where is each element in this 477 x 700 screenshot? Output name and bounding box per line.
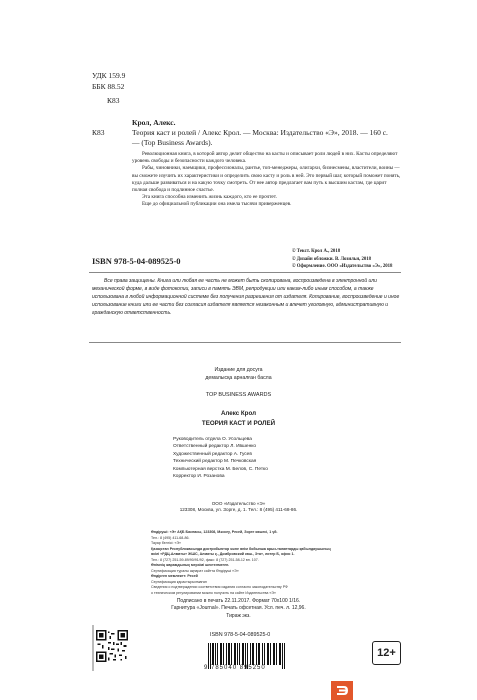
annotation-paragraph: Революционная книга, в которой автор делит общество на касты и описывает роли людей в них. Касты определяют уровень свободы и безопасности каждого человека. bbox=[132, 151, 398, 165]
isbn-main: ISBN 978-5-04-089525-0 bbox=[92, 256, 181, 266]
author-sign-left: К83 bbox=[92, 128, 105, 137]
edition-type bbox=[0, 367, 477, 382]
staff-line: Корректор И. Розанова bbox=[173, 474, 225, 480]
legal-line: Сведения о подтверждении соответствия издания согласно законодательству РФ bbox=[151, 585, 288, 589]
barcode-digits: 9 785040 895250 bbox=[204, 665, 266, 671]
legal-line: Өндірген мемлекет: Ресей bbox=[151, 574, 198, 578]
divider bbox=[89, 342, 401, 343]
copyright-line: © Текст. Крол А., 2018 bbox=[292, 249, 341, 254]
legal-line: Сертификация туралы ақпарат сайтта Өндіруші «Э» bbox=[151, 568, 239, 573]
annotation-paragraph: Эта книга способна изменить жизнь каждого, кто ее прочтет. bbox=[142, 194, 277, 201]
age-rating-badge: 12+ bbox=[372, 641, 401, 665]
staff-line: Ответственный редактор Л. Ившенко bbox=[173, 444, 257, 450]
legal-fine-print bbox=[151, 530, 391, 596]
udk-code: УДК 159.9 bbox=[92, 71, 126, 80]
legal-line: Өнімнің жарамдылық мерзімі шектелмеген. bbox=[151, 563, 230, 567]
author-sign-top: К83 bbox=[107, 96, 120, 105]
bibliographic-entry: Теория каст и ролей / Алекс Крол. — Москва: Издательство «Э», 2018. — 160 с. — (Top Business Awards). bbox=[132, 128, 388, 147]
legal-line: о техническом регулировании можно получить на сайте Издательства «Э» bbox=[151, 590, 276, 595]
book-author: Алекс Крол bbox=[220, 410, 257, 417]
print-info-line: Подписано в печать 22.11.2017. Формат 70x100 1/16. bbox=[176, 598, 301, 604]
legal-line: Өндіруші: «Э» АҚБ Баспасы, 123308, Мәскеу, Ресей, Зорге көшесі, 1 үй. bbox=[151, 530, 278, 534]
publisher-name: ООО «Издательство «Э» bbox=[211, 501, 266, 506]
staff-line: Компьютерная верстка М. Белов, С. Петко bbox=[173, 466, 268, 472]
legal-line: өкілі «РДЦ-Алматы» ЖШС, Алматы қ., Домбровский көш., 3«а», литер Б, офис 1. bbox=[151, 552, 295, 556]
print-info-line: Тираж экз. bbox=[226, 612, 251, 619]
staff-line: Художественный редактор А. Гусев bbox=[173, 451, 252, 457]
legal-line: Тауар белгісі: «Э» bbox=[151, 541, 182, 545]
edition-line: Издание для досуга bbox=[214, 367, 263, 373]
staff-line: Руководитель отдела О. Усольцева bbox=[173, 437, 252, 442]
isbn-barcode-label: ISBN 978-5-04-089525-0 bbox=[210, 632, 271, 638]
publisher-logo-icon bbox=[331, 681, 353, 700]
book-title: ТЕОРИЯ КАСТ И РОЛЕЙ bbox=[201, 420, 276, 427]
rights-notice bbox=[92, 277, 400, 317]
staff-line: Технический редактор М. Печковская bbox=[173, 459, 257, 465]
copyright-line: © Оформление. ООО «Издательство «Э», 2018 bbox=[292, 264, 393, 269]
rights-paragraph: Все права защищены. Книга или любая ее часть не может быть скопирована, воспроизведена в электронной или механической форме, в виде фотокопии, записи в память ЭВМ, репродукции или каким-либо иным способом, а также использована в любой информационной системе без получения разрешения от издателя. Копирование, воспроизведение и иное использование книги или ее части без согласия издателя является незаконным и влечет уголовную, административную и гражданскую ответственность. bbox=[92, 278, 400, 316]
legal-line: Сертификация қарастырылмаған bbox=[151, 579, 207, 584]
legal-line: Тел.: 8 (727) 251-59-89/90/91/92, факс: 8 (727) 251-58-12 вн. 107. bbox=[151, 557, 259, 562]
author-heading: Крол, Алекс. bbox=[132, 118, 176, 127]
divider bbox=[89, 272, 401, 273]
legal-line: Қазақстан Республикасында дистрибьютор және өнім бойынша арыз-талаптарды қабылдаушының bbox=[151, 546, 331, 551]
legal-line: Тел.: 8 (495) 411-68-86. bbox=[151, 535, 190, 540]
print-info bbox=[0, 598, 477, 620]
copyright-block bbox=[292, 248, 392, 271]
annotation-paragraph: Еще до официальной публикации она имела тысячи приверженцев. bbox=[142, 201, 292, 208]
udk-bbk-block bbox=[92, 70, 125, 92]
annotation bbox=[132, 151, 402, 209]
edition-line: демалысқа арналған басла bbox=[205, 374, 272, 381]
copyright-line: © Дизайн обложки. В. Лозильн, 2018 bbox=[292, 256, 372, 262]
staff-list bbox=[173, 436, 268, 480]
publisher-address: 123308, Москва, ул. Зорге, д. 1. Тел.: 8 (495) 411-68-86. bbox=[179, 507, 298, 513]
publisher-info bbox=[0, 501, 477, 514]
print-info-line: Гарнитура «Journal». Печать офсетная. Усл. печ. л. 12,96. bbox=[171, 605, 306, 612]
series-name: TOP BUSINESS AWARDS bbox=[205, 392, 272, 398]
qr-code-icon bbox=[96, 630, 128, 662]
bbk-code: ББК 88.52 bbox=[92, 82, 125, 91]
annotation-paragraph: Рабы, чиновники, наемщики, профессионалы, рантье, топ-менеджеры, олигархи, бизнесмены, властители, воины — вы сможете изучить их характеристики и определить свою касту и роль в ней. Это первый шаг, который поможет понять, куда дальше развиваться и на какую точку смотреть. От нее автор предлагает вам путь к высшим кастам, где царит полная свобода и подлинное счастье. bbox=[132, 165, 401, 194]
